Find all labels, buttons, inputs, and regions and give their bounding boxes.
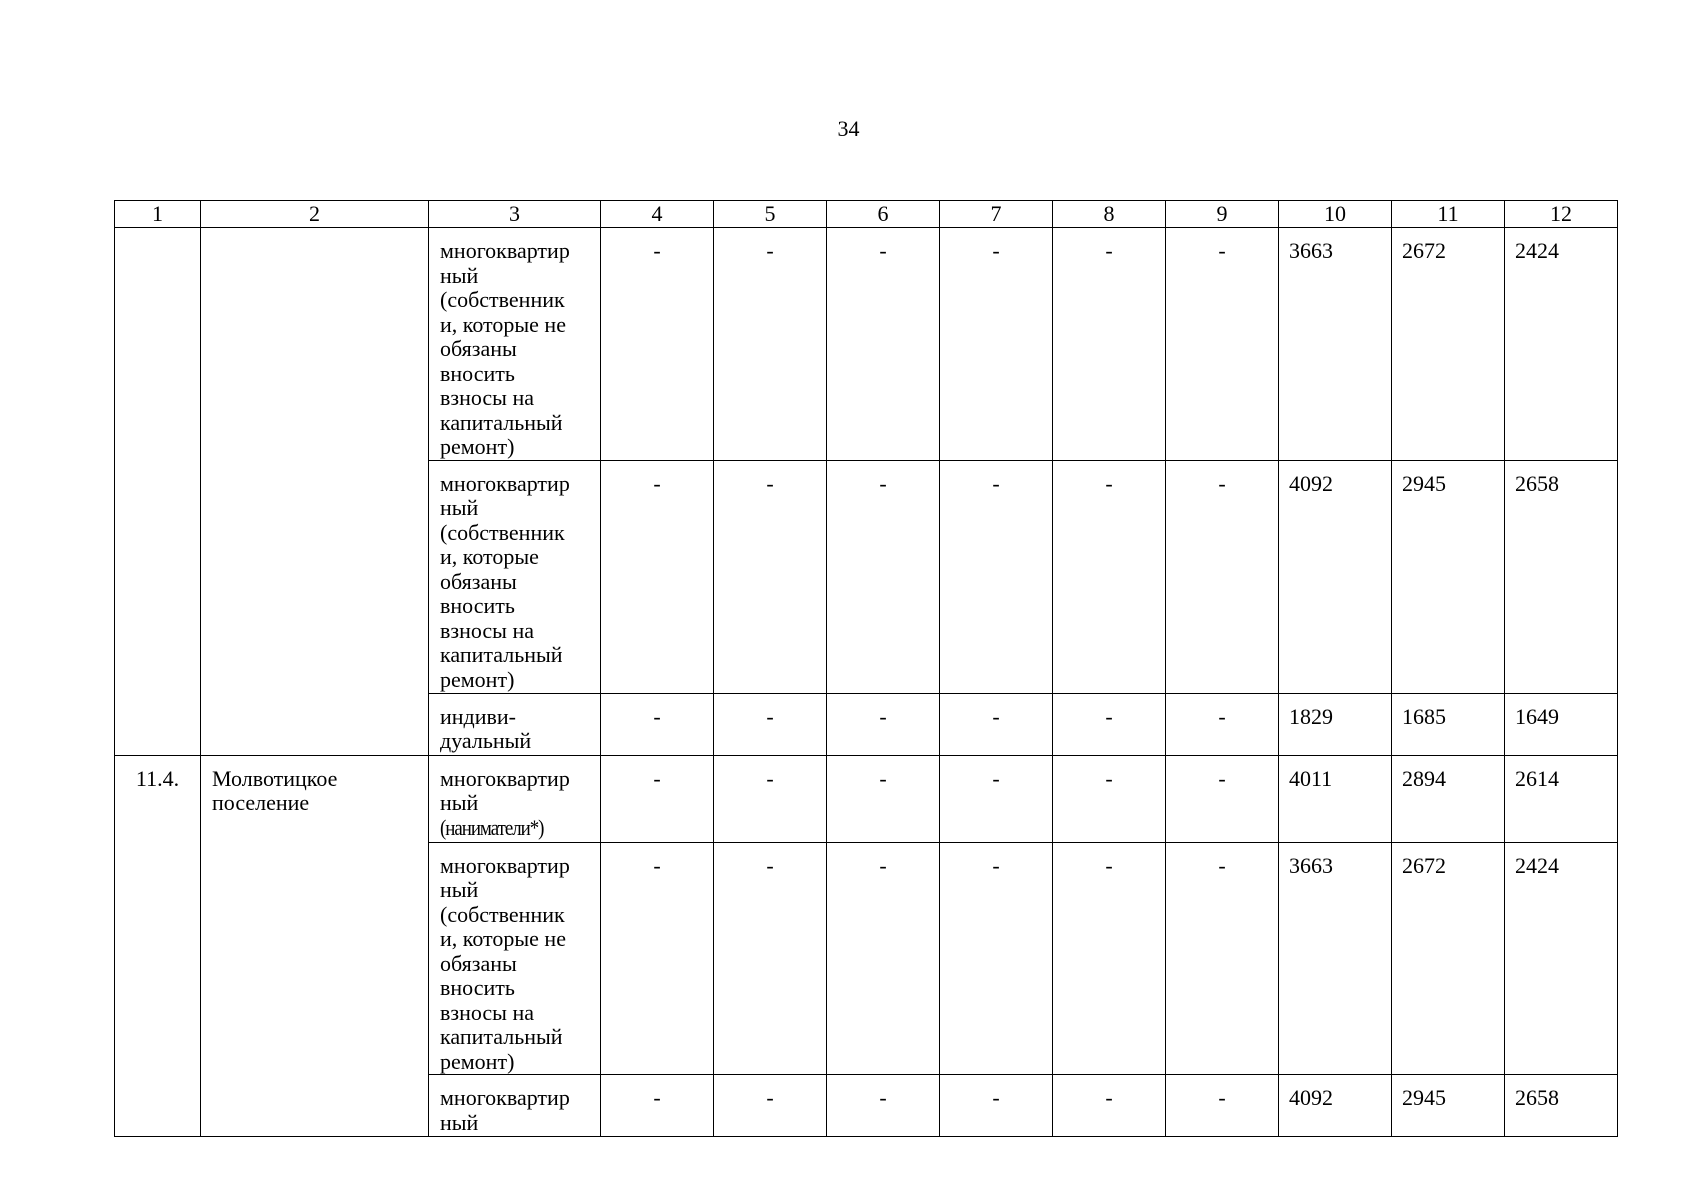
- text-line: капитальный: [440, 409, 563, 435]
- column-header: 6: [827, 201, 940, 228]
- value-cell: -: [601, 228, 714, 461]
- value-cell: -: [714, 460, 827, 693]
- value-cell: -: [827, 842, 940, 1075]
- value-cell: -: [1166, 460, 1279, 693]
- value-cell: -: [714, 842, 827, 1075]
- text-line: многоквартир: [440, 765, 570, 791]
- page-number: 34: [837, 116, 860, 141]
- housing-type-cell: [429, 1075, 601, 1137]
- text-line: дуальный: [440, 728, 532, 753]
- column-header: 3: [429, 201, 601, 228]
- text-line: ремонт): [440, 666, 515, 692]
- text-line: (собственник: [440, 901, 565, 927]
- table-row: [115, 228, 1618, 461]
- value-cell: -: [601, 693, 714, 755]
- value-cell: -: [827, 1075, 940, 1137]
- value-cell: -: [1053, 1075, 1166, 1137]
- text-line: и, которые не: [440, 311, 566, 337]
- value-cell: -: [601, 460, 714, 693]
- housing-type-cell: [429, 460, 601, 693]
- text-line: (наниматели*): [440, 814, 544, 840]
- text-line: ный: [440, 495, 479, 520]
- value-cell: 2658: [1505, 1075, 1618, 1137]
- text-line: индиви-: [440, 703, 517, 729]
- row-index: 11.4.: [135, 765, 180, 791]
- index-cell: [115, 755, 201, 1137]
- column-header: 2: [201, 201, 429, 228]
- value-cell: -: [601, 755, 714, 842]
- value-cell: 1649: [1505, 693, 1618, 755]
- value-cell: -: [1053, 460, 1166, 693]
- value-cell: -: [827, 460, 940, 693]
- value-cell: -: [940, 693, 1053, 755]
- value-cell: -: [1166, 842, 1279, 1075]
- column-header: 5: [714, 201, 827, 228]
- column-header: 7: [940, 201, 1053, 228]
- text-line: ный: [440, 790, 479, 815]
- settlement-name: Молвотицкое: [212, 765, 338, 791]
- value-cell: -: [1166, 228, 1279, 461]
- text-line: многоквартир: [440, 470, 570, 496]
- value-cell: -: [601, 1075, 714, 1137]
- text-line: взносы на: [440, 385, 534, 410]
- value-cell: -: [1166, 755, 1279, 842]
- column-header: 12: [1505, 201, 1618, 228]
- text-line: обязаны: [440, 336, 517, 361]
- value-cell: -: [714, 228, 827, 461]
- value-cell: 2945: [1392, 1075, 1505, 1137]
- text-line: капитальный: [440, 642, 563, 667]
- housing-type-cell: [429, 755, 601, 842]
- value-cell: -: [940, 1075, 1053, 1137]
- value-cell: 4092: [1279, 460, 1392, 693]
- table-header-row: [115, 201, 1618, 228]
- value-cell: 2894: [1392, 755, 1505, 842]
- index-cell: [115, 228, 201, 756]
- value-cell: -: [714, 1075, 827, 1137]
- settlement-cell: [201, 755, 429, 1137]
- text-line: капитальный: [440, 1024, 563, 1049]
- value-cell: -: [1166, 1075, 1279, 1137]
- text-line: вносить: [440, 593, 515, 618]
- value-cell: -: [940, 842, 1053, 1075]
- text-line: взносы на: [440, 617, 534, 643]
- column-header: 11: [1392, 201, 1505, 228]
- column-header: 1: [115, 201, 201, 228]
- value-cell: -: [940, 755, 1053, 842]
- value-cell: -: [1053, 842, 1166, 1075]
- housing-type-cell: [429, 693, 601, 755]
- text-line: многоквартир: [440, 1085, 570, 1110]
- text-line: обязаны: [440, 950, 517, 976]
- value-cell: -: [601, 842, 714, 1075]
- value-cell: -: [827, 693, 940, 755]
- value-cell: 1685: [1392, 693, 1505, 755]
- value-cell: -: [940, 228, 1053, 461]
- text-line: многоквартир: [440, 852, 570, 878]
- value-cell: 2945: [1392, 460, 1505, 693]
- value-cell: -: [827, 228, 940, 461]
- text-line: обязаны: [440, 568, 517, 594]
- value-cell: 2424: [1505, 228, 1618, 461]
- text-line: взносы на: [440, 999, 534, 1025]
- text-line: и, которые не: [440, 926, 566, 951]
- text-line: и, которые: [440, 544, 539, 569]
- value-cell: -: [714, 755, 827, 842]
- text-line: вносить: [440, 975, 515, 1000]
- value-cell: 1829: [1279, 693, 1392, 755]
- column-header: 4: [601, 201, 714, 228]
- value-cell: -: [1053, 228, 1166, 461]
- text-line: ный: [440, 262, 479, 288]
- text-line: вносить: [440, 360, 515, 386]
- value-cell: 3663: [1279, 842, 1392, 1075]
- value-cell: 2424: [1505, 842, 1618, 1075]
- column-header: 10: [1279, 201, 1392, 228]
- value-cell: -: [940, 460, 1053, 693]
- value-cell: 2672: [1392, 842, 1505, 1075]
- text-line: ный: [440, 877, 479, 902]
- value-cell: 4011: [1279, 755, 1392, 842]
- text-line: ремонт): [440, 1048, 515, 1074]
- text-line: (собственник: [440, 287, 565, 312]
- table-row: [115, 755, 1618, 842]
- value-cell: 2658: [1505, 460, 1618, 693]
- value-cell: -: [1053, 755, 1166, 842]
- column-header: 9: [1166, 201, 1279, 228]
- housing-type-cell: [429, 228, 601, 461]
- housing-type-cell: [429, 842, 601, 1075]
- text-line: ный: [440, 1109, 479, 1135]
- data-table: [114, 200, 1618, 1137]
- value-cell: 2614: [1505, 755, 1618, 842]
- value-cell: -: [1166, 693, 1279, 755]
- text-line: ремонт): [440, 434, 515, 459]
- value-cell: -: [1053, 693, 1166, 755]
- settlement-cell: [201, 228, 429, 756]
- settlement-name: поселение: [212, 790, 310, 815]
- value-cell: 2672: [1392, 228, 1505, 461]
- column-header: 8: [1053, 201, 1166, 228]
- value-cell: -: [714, 693, 827, 755]
- text-line: многоквартир: [440, 238, 570, 263]
- text-line: (собственник: [440, 519, 565, 545]
- value-cell: -: [827, 755, 940, 842]
- value-cell: 3663: [1279, 228, 1392, 461]
- value-cell: 4092: [1279, 1075, 1392, 1137]
